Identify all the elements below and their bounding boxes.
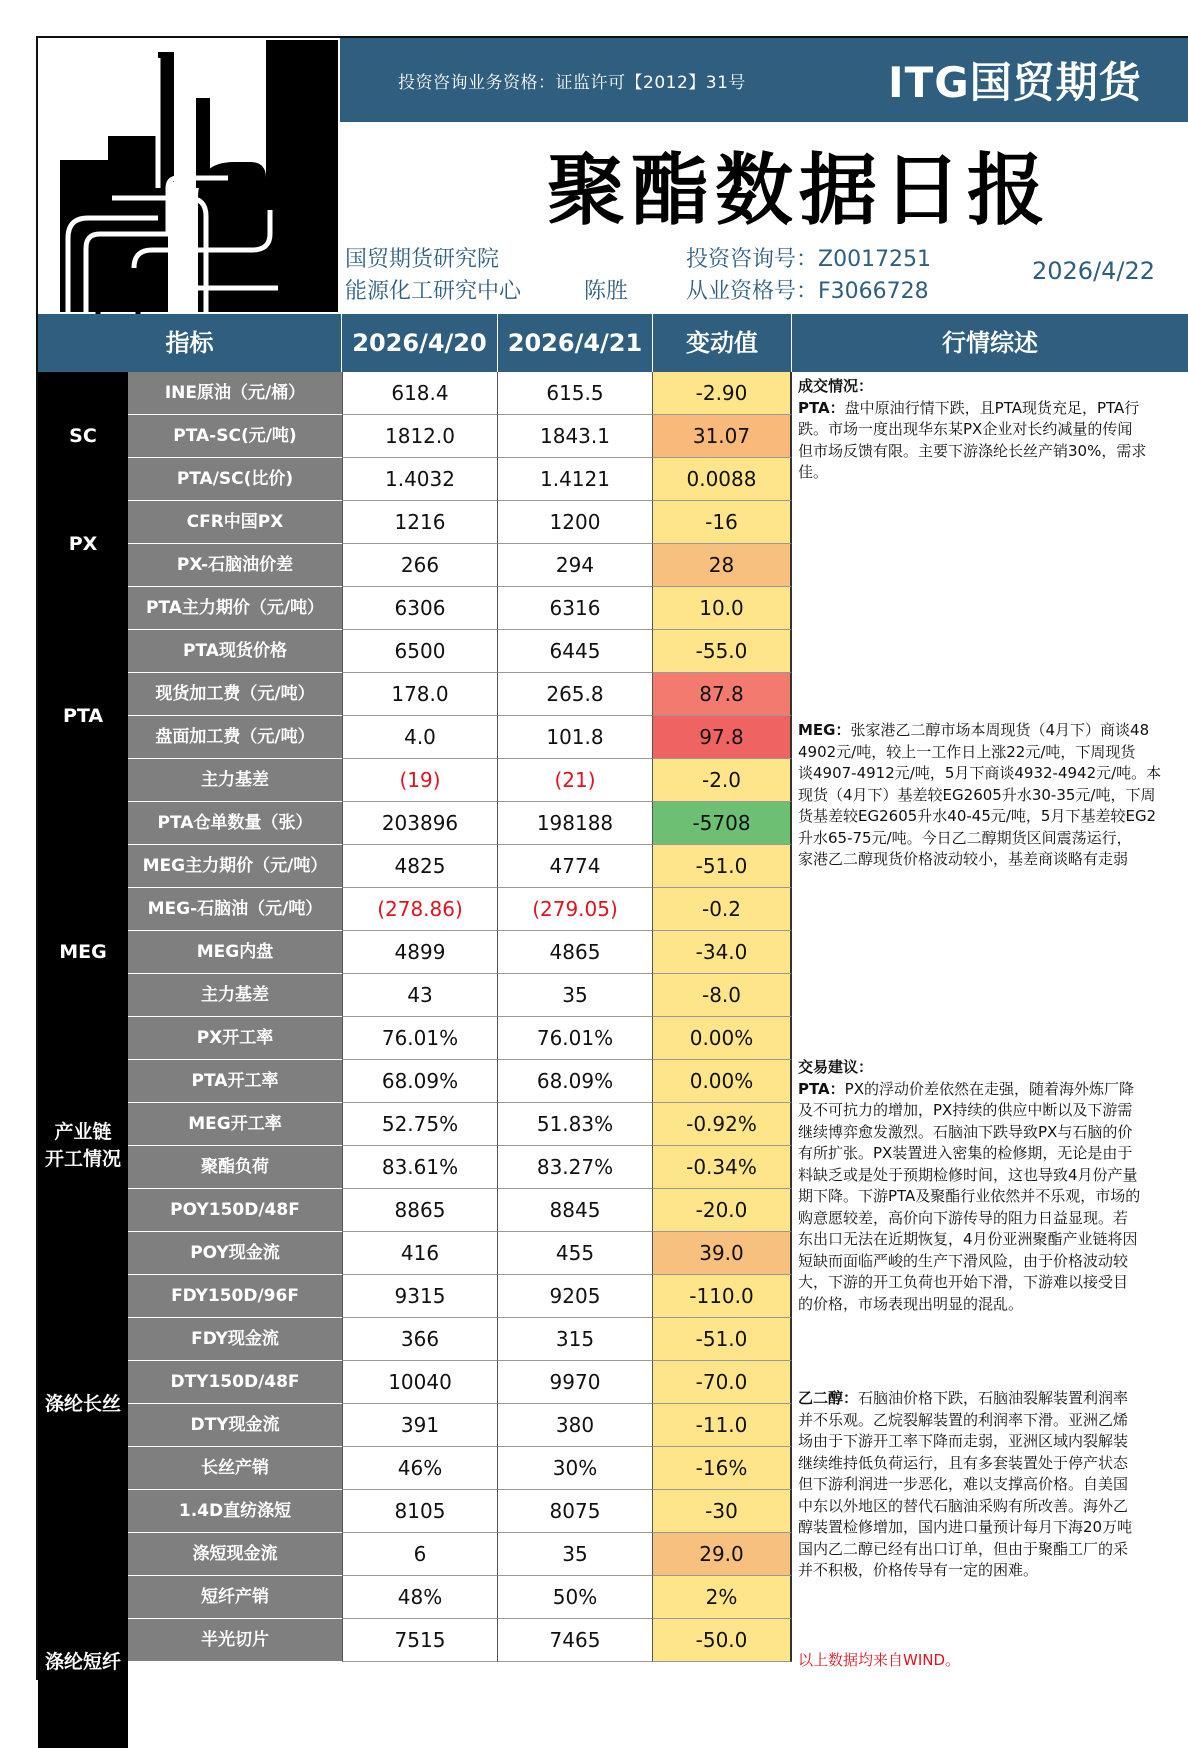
value-date2: 50% — [498, 1576, 653, 1619]
change-value: 10.0 — [653, 587, 792, 630]
change-value: -0.92% — [653, 1103, 792, 1146]
change-value: -2.0 — [653, 759, 792, 802]
indicator-label: DTY现金流 — [128, 1404, 342, 1447]
change-value: 0.00% — [653, 1060, 792, 1103]
table-row — [128, 716, 792, 759]
eg-section — [798, 1388, 1188, 1582]
indicator-label: PTA主力期价（元/吨） — [128, 587, 342, 630]
indicator-label: FDY现金流 — [128, 1318, 342, 1361]
indicator-label: 1.4D直纺涤短 — [128, 1490, 342, 1533]
meg-text: 张家港乙二醇市场本周现货（4月下）商谈48 4902元/吨，较上一工作日上涨22元/吨，下周现货 谈4907-4912元/吨，5月下商谈4932-4942元/吨。本 现货（4月下）基差较EG2605升水30-35元/吨，下周 货基差较EG2605升水40-45元/吨，5月下基差较EG2 升水65-75元/吨。今日乙二醇期货区间震荡运行， 家港乙二醇现货价格波动较小，基差商谈略有走弱 — [798, 721, 1162, 868]
value-date1: 203896 — [342, 802, 498, 845]
value-date2: 9970 — [498, 1361, 653, 1404]
value-date2: 294 — [498, 544, 653, 587]
indicator-label: INE原油（元/桶） — [128, 372, 342, 415]
brand-logo: ITG国贸期货 — [888, 58, 1142, 107]
value-date1: 7515 — [342, 1619, 498, 1662]
category-cell: PX — [38, 501, 128, 587]
indicator-label: 主力基差 — [128, 759, 342, 802]
value-date1: 1812.0 — [342, 415, 498, 458]
indicator-label: 短纤产销 — [128, 1576, 342, 1619]
value-date2: 68.09% — [498, 1060, 653, 1103]
indicator-label: CFR中国PX — [128, 501, 342, 544]
logo-illustration — [38, 38, 340, 314]
table-row — [128, 1619, 792, 1662]
table-row — [128, 1060, 792, 1103]
value-date2: 1.4121 — [498, 458, 653, 501]
change-value: -8.0 — [653, 974, 792, 1017]
market-commentary — [792, 372, 1188, 1680]
col-date2: 2026/4/21 — [498, 314, 653, 372]
category-cell: SC — [38, 372, 128, 501]
advice-pta-tag: PTA： — [798, 1079, 845, 1098]
change-value: 0.0088 — [653, 458, 792, 501]
value-date1: 4899 — [342, 931, 498, 974]
value-date2: 380 — [498, 1404, 653, 1447]
value-date1: 618.4 — [342, 372, 498, 415]
change-value: -16% — [653, 1447, 792, 1490]
value-date1: 6306 — [342, 587, 498, 630]
deal-section — [798, 376, 1188, 484]
category-cell: 涤纶长丝 — [38, 1232, 128, 1576]
table-row — [128, 1533, 792, 1576]
change-value: 39.0 — [653, 1232, 792, 1275]
value-date2: 198188 — [498, 802, 653, 845]
table-row — [128, 630, 792, 673]
change-value: -0.34% — [653, 1146, 792, 1189]
advice-section — [798, 1057, 1188, 1315]
report-date: 2026/4/22 — [1032, 257, 1156, 285]
meg-tag: MEG： — [798, 721, 851, 739]
value-date1: 4825 — [342, 845, 498, 888]
value-date1: 8105 — [342, 1490, 498, 1533]
eg-tag: 乙二醇： — [798, 1389, 859, 1407]
table-row — [128, 1576, 792, 1619]
value-date1: 48% — [342, 1576, 498, 1619]
table-row — [128, 1275, 792, 1318]
change-value: -5708 — [653, 802, 792, 845]
table-row — [128, 372, 792, 415]
table-row — [128, 1318, 792, 1361]
category-cell: 涤纶短纤 — [38, 1576, 128, 1748]
indicator-label: POY现金流 — [128, 1232, 342, 1275]
table-row — [128, 888, 792, 931]
table-row — [128, 1361, 792, 1404]
qualification-text: 投资咨询业务资格：证监许可【2012】31号 — [398, 73, 746, 93]
value-date2: 4865 — [498, 931, 653, 974]
change-value: -51.0 — [653, 1318, 792, 1361]
table-row — [128, 1447, 792, 1490]
value-date2: (279.05) — [498, 888, 653, 931]
table-row — [128, 1146, 792, 1189]
change-value: 87.8 — [653, 673, 792, 716]
value-date2: 30% — [498, 1447, 653, 1490]
value-date1: 6 — [342, 1533, 498, 1576]
deal-pta-text: 盘中原油行情下跌，且PTA现货充足，PTA行 跌。市场一度出现华东某PX企业对长约减量的传闻 但市场反馈有限。主要下游涤纶长丝产销30%，需求 佳。 — [798, 398, 1147, 481]
table-row — [128, 1103, 792, 1146]
indicator-label: 半光切片 — [128, 1619, 342, 1662]
change-value: 0.00% — [653, 1017, 792, 1060]
indicator-label: 现货加工费（元/吨） — [128, 673, 342, 716]
value-date2: 455 — [498, 1232, 653, 1275]
indicator-label: PTA仓单数量（张） — [128, 802, 342, 845]
value-date2: 6445 — [498, 630, 653, 673]
col-indicator: 指标 — [38, 314, 342, 372]
col-summary: 行情综述 — [942, 329, 1038, 357]
table-row — [128, 1404, 792, 1447]
table-row — [128, 1232, 792, 1275]
indicator-label: PTA现货价格 — [128, 630, 342, 673]
indicator-label: MEG内盘 — [128, 931, 342, 974]
change-value: 97.8 — [653, 716, 792, 759]
indicator-label: MEG-石脑油（元/吨） — [128, 888, 342, 931]
category-cell: MEG — [38, 845, 128, 1060]
value-date1: 1216 — [342, 501, 498, 544]
report-title: 聚酯数据日报 — [546, 145, 1051, 236]
indicator-label: FDY150D/96F — [128, 1275, 342, 1318]
meg-section — [798, 720, 1188, 871]
value-date2: 1200 — [498, 501, 653, 544]
change-value: 31.07 — [653, 415, 792, 458]
value-date1: 46% — [342, 1447, 498, 1490]
indicator-label: 盘面加工费（元/吨） — [128, 716, 342, 759]
value-date2: 615.5 — [498, 372, 653, 415]
category-cell: PTA — [38, 587, 128, 845]
value-date2: 265.8 — [498, 673, 653, 716]
table-row — [128, 1017, 792, 1060]
indicator-label: PTA开工率 — [128, 1060, 342, 1103]
value-date1: 43 — [342, 974, 498, 1017]
value-date1: 52.75% — [342, 1103, 498, 1146]
value-date1: 366 — [342, 1318, 498, 1361]
change-value: -16 — [653, 501, 792, 544]
indicator-label: 长丝产销 — [128, 1447, 342, 1490]
value-date1: 76.01% — [342, 1017, 498, 1060]
deal-title: 成交情况： — [798, 377, 874, 395]
table-row — [128, 544, 792, 587]
value-date2: 8845 — [498, 1189, 653, 1232]
value-date2: 1843.1 — [498, 415, 653, 458]
change-value: -70.0 — [653, 1361, 792, 1404]
change-value: -2.90 — [653, 372, 792, 415]
value-date1: 266 — [342, 544, 498, 587]
value-date1: 6500 — [342, 630, 498, 673]
table-row — [128, 931, 792, 974]
col-date1: 2026/4/20 — [342, 314, 498, 372]
indicator-label: DTY150D/48F — [128, 1361, 342, 1404]
category-cell: 产业链 开工情况 — [38, 1060, 128, 1232]
consult-number: 投资咨询号：Z0017251 — [686, 247, 932, 272]
change-value: -30 — [653, 1490, 792, 1533]
table-header — [38, 314, 1188, 372]
value-date1: 68.09% — [342, 1060, 498, 1103]
change-value: -34.0 — [653, 931, 792, 974]
change-value: -11.0 — [653, 1404, 792, 1447]
table-row — [128, 845, 792, 888]
advice-pta-text: PX的浮动价差依然在走强，随着海外炼厂降 及不可抗力的增加，PX持续的供应中断以及下游需 继续博弈愈发激烈。石脑油下跌导致PX与石脑的价 有所扩张。PX装置进入密集的检修期，无论是由于 料缺乏或是处于预期检修时间，这也导致4月份产量 期下降。下游PTA及聚酯行业依然并不乐观，市场的 购意愿较差，高价向下游传导的阻力日益显现。若 东出口无法在近期恢复，4月份亚洲聚酯产业链将因 短缺而面临严峻的生产下滑风险，由于价格波动较 大，下游的开工负荷也开始下滑，下游难以接受目 的价格，市场表现出明显的混乱。 — [798, 1079, 1141, 1313]
value-date1: 416 — [342, 1232, 498, 1275]
indicator-label: 聚酯负荷 — [128, 1146, 342, 1189]
department-name: 能源化工研究中心 — [345, 279, 522, 304]
table-row — [128, 802, 792, 845]
value-date1: 83.61% — [342, 1146, 498, 1189]
value-date2: 51.83% — [498, 1103, 653, 1146]
change-value: -110.0 — [653, 1275, 792, 1318]
value-date1: 9315 — [342, 1275, 498, 1318]
value-date2: 315 — [498, 1318, 653, 1361]
value-date2: (21) — [498, 759, 653, 802]
table-row — [128, 458, 792, 501]
change-value: 2% — [653, 1576, 792, 1619]
indicator-label: 主力基差 — [128, 974, 342, 1017]
data-source: 以上数据均来自WIND。 — [798, 1651, 961, 1669]
eg-text: 石脑油价格下跌，石脑油裂解装置利润率 并不乐观。乙烷裂解装置的利润率下滑。亚洲乙烯 场由于下游开工率下降而走弱，亚洲区域内裂解装 继续维持低负荷运行，且有多套装置处于停产状态 但下游利润进一步恶化，难以支撑高价格。自美国 中东以外地区的替代石脑油采购有所改善。海外乙 醇装置检修增加，国内进口量预计每月下海20万吨 国内乙二醇已经有出口订单，但由于聚酯工厂的采 并不积极，价格传导有一定的困难。 — [798, 1389, 1133, 1579]
change-value: -51.0 — [653, 845, 792, 888]
indicator-label: PTA-SC(元/吨) — [128, 415, 342, 458]
change-value: -20.0 — [653, 1189, 792, 1232]
deal-pta-tag: PTA： — [798, 398, 845, 417]
value-date2: 35 — [498, 1533, 653, 1576]
table-row — [128, 974, 792, 1017]
indicator-label: 涤短现金流 — [128, 1533, 342, 1576]
indicator-label: PTA/SC(比价) — [128, 458, 342, 501]
license-number: 从业资格号：F3066728 — [686, 279, 929, 304]
table-row — [128, 1490, 792, 1533]
table-row — [128, 501, 792, 544]
table-row — [128, 673, 792, 716]
value-date1: (19) — [342, 759, 498, 802]
indicator-label: POY150D/48F — [128, 1189, 342, 1232]
change-value: 29.0 — [653, 1533, 792, 1576]
indicator-label: MEG开工率 — [128, 1103, 342, 1146]
value-date2: 4774 — [498, 845, 653, 888]
change-value: -50.0 — [653, 1619, 792, 1662]
value-date1: 1.4032 — [342, 458, 498, 501]
value-date2: 101.8 — [498, 716, 653, 759]
change-value: 28 — [653, 544, 792, 587]
value-date2: 83.27% — [498, 1146, 653, 1189]
value-date1: 8865 — [342, 1189, 498, 1232]
indicator-label: MEG主力期价（元/吨） — [128, 845, 342, 888]
table-row — [128, 415, 792, 458]
value-date2: 8075 — [498, 1490, 653, 1533]
table-row — [128, 1189, 792, 1232]
value-date2: 9205 — [498, 1275, 653, 1318]
value-date2: 76.01% — [498, 1017, 653, 1060]
org-name: 国贸期货研究院 — [345, 247, 500, 272]
change-value: -0.2 — [653, 888, 792, 931]
col-change: 变动值 — [653, 314, 792, 372]
value-date1: 391 — [342, 1404, 498, 1447]
value-date2: 35 — [498, 974, 653, 1017]
value-date2: 7465 — [498, 1619, 653, 1662]
value-date1: 10040 — [342, 1361, 498, 1404]
table-row — [128, 587, 792, 630]
advice-title: 交易建议： — [798, 1058, 874, 1076]
analyst-name: 陈胜 — [584, 279, 629, 304]
indicator-label: PX开工率 — [128, 1017, 342, 1060]
value-date1: (278.86) — [342, 888, 498, 931]
change-value: -55.0 — [653, 630, 792, 673]
indicator-label: PX-石脑油价差 — [128, 544, 342, 587]
value-date2: 6316 — [498, 587, 653, 630]
top-banner — [340, 38, 1188, 122]
value-date1: 178.0 — [342, 673, 498, 716]
table-row — [128, 759, 792, 802]
value-date1: 4.0 — [342, 716, 498, 759]
